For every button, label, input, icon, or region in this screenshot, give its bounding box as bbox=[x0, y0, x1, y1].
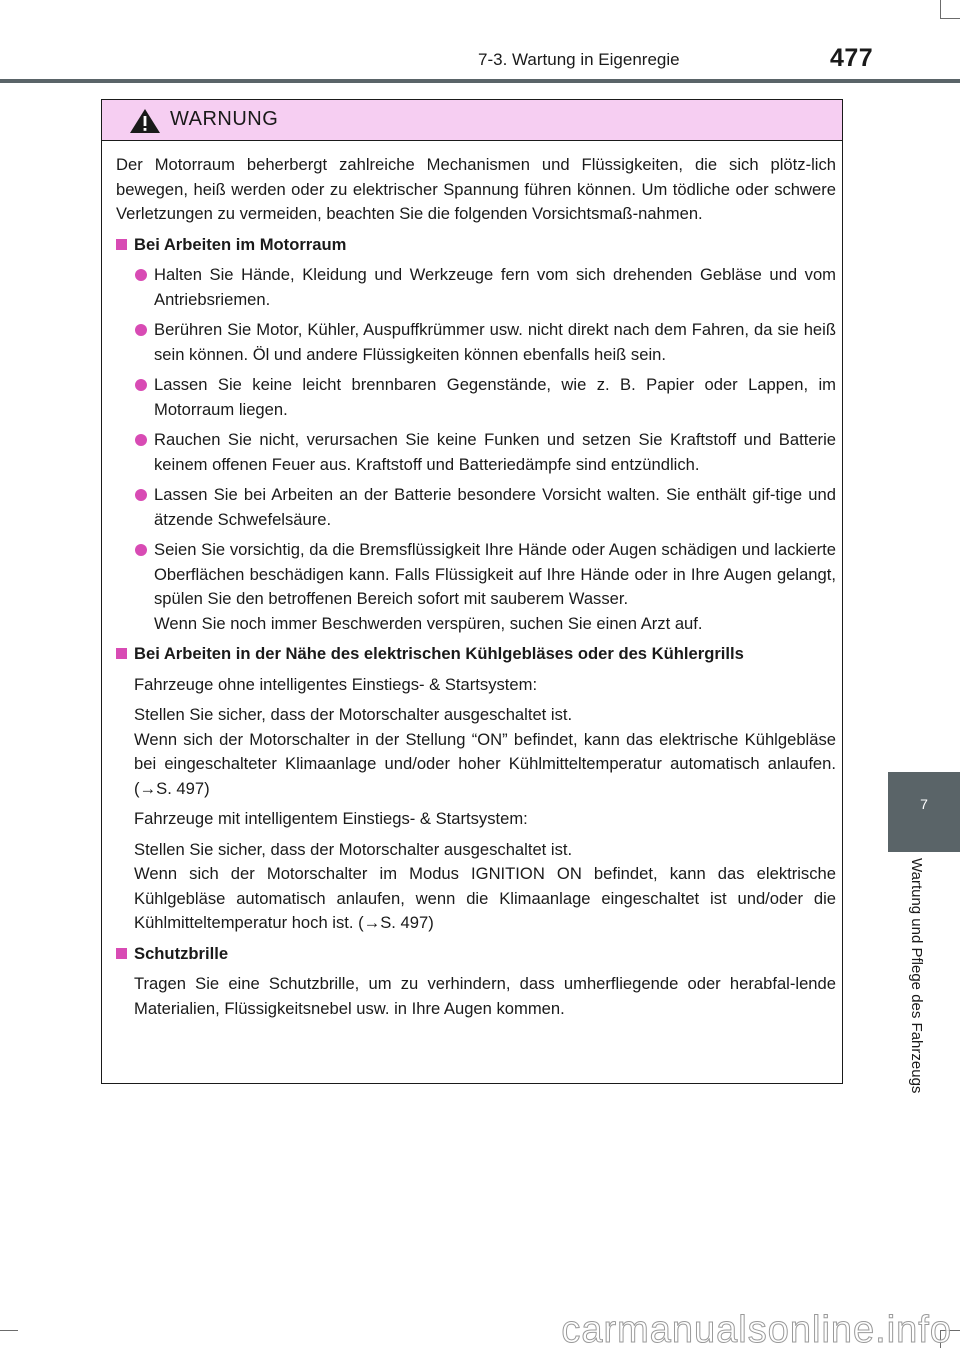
warning-triangle-icon bbox=[129, 108, 161, 134]
list-item: Halten Sie Hände, Kleidung und Werkzeuge fern vom sich drehenden Gebläse und vom Antriebsriemen. bbox=[116, 263, 836, 312]
instruction-paragraph: Tragen Sie eine Schutzbrille, um zu verhindern, dass umherfliegende oder herabfal-lende Materialien, Flüssigkeitsnebel usw. in Ihre Augen kommen. bbox=[134, 974, 836, 1018]
vehicle-variant-label: Fahrzeuge ohne intelligentes Einstiegs- & Startsystem: bbox=[134, 674, 538, 694]
list-item: Rauchen Sie nicht, verursachen Sie keine Funken und setzen Sie Kraftstoff und Batterie keinem offenen Feuer aus. Kraftstoff und Batteriedämpfe sind entzündlich. bbox=[116, 428, 836, 477]
bullet-dot-icon bbox=[135, 434, 147, 446]
section-heading: Bei Arbeiten in der Nähe des elektrischen Kühlgebläses oder des Kühlergrills bbox=[116, 642, 836, 667]
section-heading: Schutzbrille bbox=[116, 942, 836, 967]
vehicle-variant-label: Fahrzeuge mit intelligentem Einstiegs- & Startsystem: bbox=[134, 809, 528, 828]
bullet-dot-icon bbox=[135, 269, 147, 281]
warning-body bbox=[102, 141, 842, 1021]
page-number: 477 bbox=[830, 44, 874, 72]
list-item: Lassen Sie bei Arbeiten an der Batterie besondere Vorsicht walten. Sie enthält gif-tige und ätzende Schwefelsäure. bbox=[116, 483, 836, 532]
list-item: Lassen Sie keine leicht brennbaren Gegenstände, wie z. B. Papier oder Lappen, im Motorraum liegen. bbox=[116, 373, 836, 422]
running-header: 7-3. Wartung in Eigenregie bbox=[478, 50, 680, 69]
bullet-dot-icon bbox=[135, 544, 147, 556]
chapter-tab bbox=[888, 772, 960, 852]
list-item: Seien Sie vorsichtig, da die Bremsflüssigkeit Ihre Hände oder Augen schädigen und lackierte Oberflächen beschädigen kann. Falls Flüssigkeit auf Ihre Hände oder in Ihre Augen gelangt, spülen Sie den betroffenen Bereich sofort mit sauberem Wasser. Wenn Sie noch immer Beschwerden verspüren, suchen Sie einen Arzt auf. bbox=[116, 538, 836, 636]
square-bullet-icon bbox=[116, 239, 127, 250]
warning-header bbox=[102, 100, 842, 141]
chapter-label: Wartung und Pflege des Fahrzeugs bbox=[908, 858, 925, 1094]
bullet-dot-icon bbox=[135, 324, 147, 336]
crop-mark bbox=[940, 18, 960, 19]
section-heading: Bei Arbeiten im Motorraum bbox=[116, 233, 836, 258]
crop-mark bbox=[940, 0, 941, 18]
watermark-text: carmanualsonline.info bbox=[561, 1309, 952, 1351]
header-rule bbox=[0, 79, 960, 83]
chapter-number: 7 bbox=[920, 796, 928, 812]
warning-intro: Der Motorraum beherbergt zahlreiche Mechanismen und Flüssigkeiten, die sich plötz-lich bewegen, heiß werden oder zu elektrischer Spannung führen können. Um tödliche oder schwere Verletzungen zu vermeiden, beachten Sie die folgenden Vorsichtsmaß-nahmen. bbox=[116, 155, 836, 223]
instruction-paragraph: Stellen Sie sicher, dass der Motorschalter ausgeschaltet ist. Wenn sich der Motorschalter im Modus IGNITION ON befindet, kann das elektrische Kühlgebläse automatisch anlaufen, wenn die Klimaanlage eingeschaltet ist und/oder die Kühlmitteltemperatur hoch ist. (→S. 497) bbox=[134, 839, 836, 932]
list-item: Berühren Sie Motor, Kühler, Auspuffkrümmer usw. nicht direkt nach dem Fahren, da sie heiß sein können. Öl und andere Flüssigkeiten können ebenfalls heiß sein. bbox=[116, 318, 836, 367]
bullet-dot-icon bbox=[135, 379, 147, 391]
bullet-dot-icon bbox=[135, 489, 147, 501]
instruction-paragraph: Stellen Sie sicher, dass der Motorschalter ausgeschaltet ist. Wenn sich der Motorschalter in der Stellung “ON” befindet, kann das elektrische Kühlgebläse bei eingeschalteter Klimaanlage und/oder hoher Kühlmitteltemperatur automatisch anlaufen. (→S. 497) bbox=[134, 705, 836, 798]
square-bullet-icon bbox=[116, 648, 127, 659]
watermark bbox=[0, 1292, 960, 1352]
square-bullet-icon bbox=[116, 948, 127, 959]
warning-box bbox=[101, 99, 843, 1084]
warning-title: WARNUNG bbox=[170, 108, 279, 130]
